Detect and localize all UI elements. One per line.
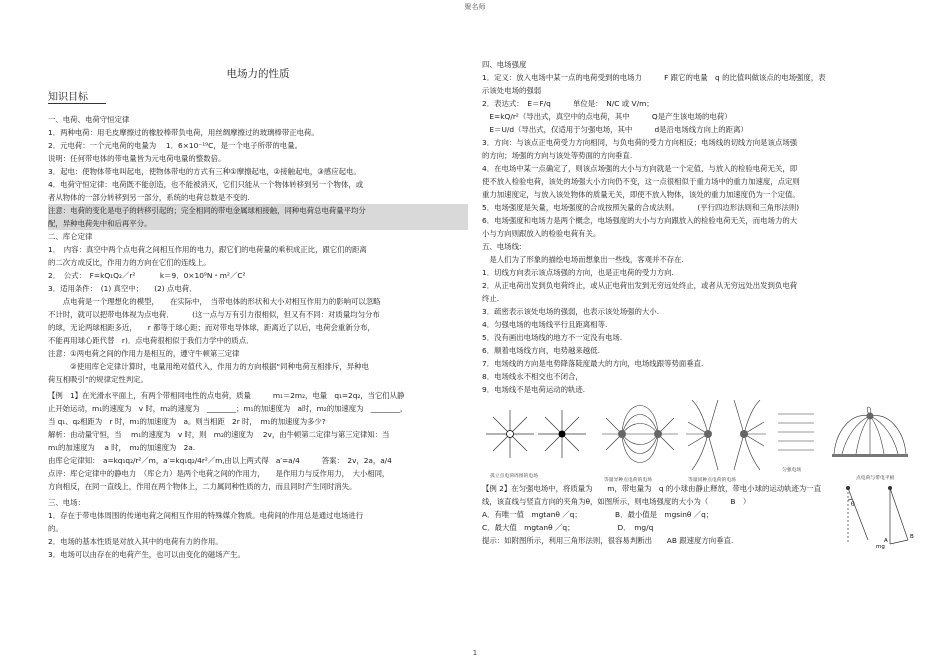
note-text-line: 配，异种电荷先中和后再平分。 [48, 219, 152, 228]
field-strength-text-line: 3．疏密表示该处电场的强弱，也表示该处场强的大小. [482, 307, 660, 316]
charge-text-line: 2．元电荷：一个元电荷的电量为 1．6×10⁻¹⁹C，是一个电子所带的电量。 [48, 141, 302, 150]
example1-text-line: 方向相反，在同一直线上，作用在两个物体上，二力属同种性质的力，而且同时产生同时消失。 [48, 482, 357, 491]
field-strength-text-line: 3．方向：与该点正电荷受力方向相同，与负电荷的受力方向相反；电场线的切线方向是该点场强 [482, 138, 798, 147]
example2-text-line: C．最大值 mgtanθ ／q； D． mg/q [482, 523, 654, 532]
coulomb-text-line: 不计时，就可以把带电体视为点电荷． (这一点与万有引力很相似，但又有不同：对质量均匀分布 [48, 310, 380, 319]
field-text-line: 三、电场： [48, 498, 85, 507]
field-strength-text-line: 6．电场强度和电场力是两个概念，电场强度的大小与方向跟放入的检验电荷无关，而电场力的大 [482, 216, 798, 225]
field-text-line: 1．存在于带电体周围的传递电荷之间相互作用的特殊媒介物质。电荷间的作用总是通过电场进行 [48, 511, 364, 520]
charge-text-line: 者从物体的一部分转移到另一部分，系统的电荷总数是不变的. [48, 193, 250, 202]
note-text-line: 注意：电荷的变化是电子的转移引起的；完全相同的带电金属球相接触，同种电荷总电荷量平均分 [48, 206, 366, 215]
field-text-line: 2．电场的基本性质是对放入其中的电荷有力的作用。 [48, 537, 223, 546]
mg-label: mg [876, 544, 885, 550]
field-strength-text-line: 示该处电场的强弱 [482, 86, 542, 95]
example1-text-line: 【例 1】在光滑水平面上，有两个带相同电性的点电荷，质量 m₁＝2m₂，电量 q₁=2q₂，当它们从静 [48, 391, 405, 400]
section-heading: 知识目标 [48, 90, 468, 105]
charge-text-line: 1．两种电荷：用毛皮摩擦过的橡胶棒带负电荷，用丝绸摩擦过的玻璃棒带正电荷。 [48, 128, 319, 137]
example1-text-line: 当 q₁、q₂相距为 r 时，m₁的加速度为 a。则当相距 2r 时， m₁的加速度为多少? [48, 417, 326, 426]
field-strength-text-line: E=kQ/r²（导出式，真空中的点电荷，其中 Q是产生该电场的电荷） [482, 112, 732, 121]
coulomb-text-line: ②使用库仑定律计算时，电量用绝对值代入，作用力的方向根据“同种电荷互相排斥，异种电 [48, 362, 369, 371]
example-2-figure [836, 484, 918, 550]
like-charges-figure [686, 400, 766, 470]
charge-section [48, 113, 468, 204]
field-strength-text-line: 五、电场线: [482, 242, 522, 251]
field-strength-text-line: E＝U/d（导出式，仅适用于匀强电场，其中 d是沿电场线方向上的距离） [482, 125, 748, 134]
charge-text-line: 4．电荷守恒定律：电荷既不能创造，也不能被消灭，它们只能从一个物体转移到另一个物体，或 [48, 180, 364, 189]
example1-text-line: 点评：库仑定律中的静电力 （库仑力）是两个电荷之间的作用力， 是作用力与反作用力， 大小相同， [48, 469, 390, 478]
field-strength-text-line: 6．顺着电场线方向，电势越来越低. [482, 346, 600, 355]
field-strength-text-line: 是人们为了形象的描绘电场而想象出一些线，客观并不存在. [482, 255, 684, 264]
caption-uniform: 匀强电场 [782, 468, 802, 473]
field-strength-text-line: 5．电场强度是矢量，电场强度的合成按照矢量的合成法则。 (平行四边形法则和三角形法则) [482, 203, 800, 212]
example1-text-line: 解析：由动量守恒，当 m₁的速度为 v 时，则 m₂的速度为 2v，由牛顿第二定律与第三定律知：当 [48, 430, 390, 439]
field-section [48, 496, 468, 561]
coulomb-text-line: 1． 内容：真空中两个点电荷之间相互作用的电力，跟它们的电荷量的乘积成正比，跟它们的距离 [48, 245, 367, 254]
field-line-figures [482, 400, 914, 483]
field-strength-text-line: 9．电场线不是电荷运动的轨迹. [482, 385, 586, 394]
note-highlight [48, 204, 468, 230]
field-strength-text-line: 4．匀强电场的电场线平行且距离相等. [482, 320, 608, 329]
field-strength-text-line: 2．从正电荷出发到负电荷终止，或从正电荷出发到无穷远处终止，或者从无穷远处出发到负电荷 [482, 281, 798, 290]
field-strength-text-line: 8．电场线永不相交也不闭合， [482, 372, 583, 381]
caption-isolated: 孤立点电荷周围的电场 [490, 474, 538, 479]
page-header: 聚名师 [464, 3, 486, 11]
theta-label: θ [851, 501, 855, 508]
opposite-charges-figure [600, 400, 680, 470]
charge-plate-figure [832, 402, 908, 466]
right-column [482, 58, 914, 550]
example-1 [48, 389, 468, 493]
left-column [48, 60, 468, 561]
coulomb-text-line: 点电荷是一个理想化的模型， 在实际中， 当带电体的形状和大小对相互作用力的影响可以忽略 [48, 297, 381, 306]
field-strength-text-line: 5．没有画出电场线的地方不一定没有电场. [482, 333, 623, 342]
caption-opposite: 等量异种点电荷的电场 [604, 478, 652, 483]
charge-text-line: 说明：任何带电体的带电量皆为元电荷电量的整数倍。 [48, 154, 226, 163]
coulomb-section [48, 230, 468, 386]
coulomb-text-line: 不能再用球心距代替 r)．点电荷很相似于我们力学中的质点． [48, 336, 254, 345]
point-b-label: B [910, 534, 914, 540]
example1-text-line: 由库仑定律知： a=kq₁q₂/r²／m，a′=kq₁q₂/4r²／m,由以上两式得 a′=a/4 答案： 2v，2a，a/4 [48, 456, 392, 465]
example1-text-line: m₁的加速度为 a 时， m₂的加速度为 2a. [48, 443, 196, 452]
example1-text-line: 止开始运动，m₁的速度为 v 时，m₂的速度为 ________；m₁的加速度为 a时，m₂的加速度为 ________， [48, 404, 408, 413]
example2-text-line: 【例 2】在匀强电场中，将质量为 m，带电量为 q 的小球由静止释放，带电小球的运动轨迹为一直 [482, 484, 822, 493]
field-strength-text-line: 终止. [482, 294, 500, 303]
coulomb-text-line: 3．适用条件： (1) 真空中； (2) 点电荷． [48, 284, 197, 293]
field-strength-text-line: 1．切线方向表示该点场强的方向，也是正电荷的受力方向. [482, 268, 674, 277]
example2-text-line: A．有唯一值 mgtanθ ／q； B．最小值是 mgsinθ ／q； [482, 510, 714, 519]
field-strength-text-line: 使不放入检验电荷，该处的场强大小方向仍不变，这一点很相似于重力场中的重力加速度，点定则 [482, 177, 800, 186]
page-title: 电场力的性质 [226, 68, 290, 80]
field-text-line: 的。 [48, 524, 63, 533]
charge-text-line: 3．起电：使物体带电叫起电，使物体带电的方式有三种①摩擦起电，②接触起电，③感应起电。 [48, 167, 361, 176]
example-2 [482, 482, 914, 550]
field-strength-text-line: 4．在电场中某一点确定了，则该点场强的大小与方向就是一个定值，与放入的检验电荷无关，即 [482, 164, 798, 173]
page-number: 1 [472, 649, 478, 657]
coulomb-text-line: 2． 公式： F=kQ₁Q₂／r² k＝9．0×10⁹N・m²／C² [48, 271, 246, 280]
field-strength-section [482, 58, 914, 396]
isolated-charge-figure [482, 400, 594, 470]
caption-like: 等量同种点电荷的电场 [688, 478, 736, 483]
caption-plate: 点电荷与带电平板 [856, 476, 895, 481]
field-strength-text-line: 小与方向则跟放入的检验电荷有关。 [482, 229, 601, 238]
point-a-label: A [884, 538, 888, 544]
field-strength-text-line: 2．表达式： E＝F/q 单位是： N/C 或 V/m； [482, 99, 654, 108]
example2-text-line: 线，该直线与竖直方向的夹角为θ，如图所示，则电场强度的大小为（ B ） [482, 497, 751, 506]
coulomb-text-line: 的球，无论两球相距多近， r 都等于球心距；而对带电导体球，距离近了以后，电荷会重新分布， [48, 323, 375, 332]
field-strength-text-line: 7．电场线的方向是电势降落陡度最大的方向，电场线跟等势面垂直. [482, 359, 704, 368]
field-strength-text-line: 重力加速度定，与放入该处物体的质量无关，即使不放入物体，该处的重力加速度仍为一个定值。 [482, 190, 800, 199]
field-strength-text-line: 的方向；场强的方向与该处等势面的方向垂直. [482, 151, 633, 160]
coulomb-text-line: 荷互相吸引”的规律定性判定。 [48, 375, 148, 384]
coulomb-text-line: 二、库仑定律 [48, 232, 93, 241]
coulomb-text-line: 注意：①两电荷之间的作用力是相互的，遵守牛顿第三定律 [48, 349, 240, 358]
field-strength-text-line: 四、电场强度 [482, 60, 527, 69]
uniform-field-figure [776, 406, 816, 462]
coulomb-text-line: 的二次方成反比，作用力的方向在它们的连线上。 [48, 258, 211, 267]
field-text-line: 3．电场可以由存在的电荷产生，也可以由变化的磁场产生。 [48, 550, 245, 559]
charge-text-line: 一、电荷、电荷守恒定律 [48, 115, 130, 124]
field-strength-text-line: 1．定义：放入电场中某一点的电荷受到的电场力 F 跟它的电量 q 的比值叫做该点的电场强度，表 [482, 73, 826, 82]
example2-text-line: 提示：如附图所示，利用三角形法则，很容易判断出 AB 跟速度方向垂直. [482, 536, 734, 545]
